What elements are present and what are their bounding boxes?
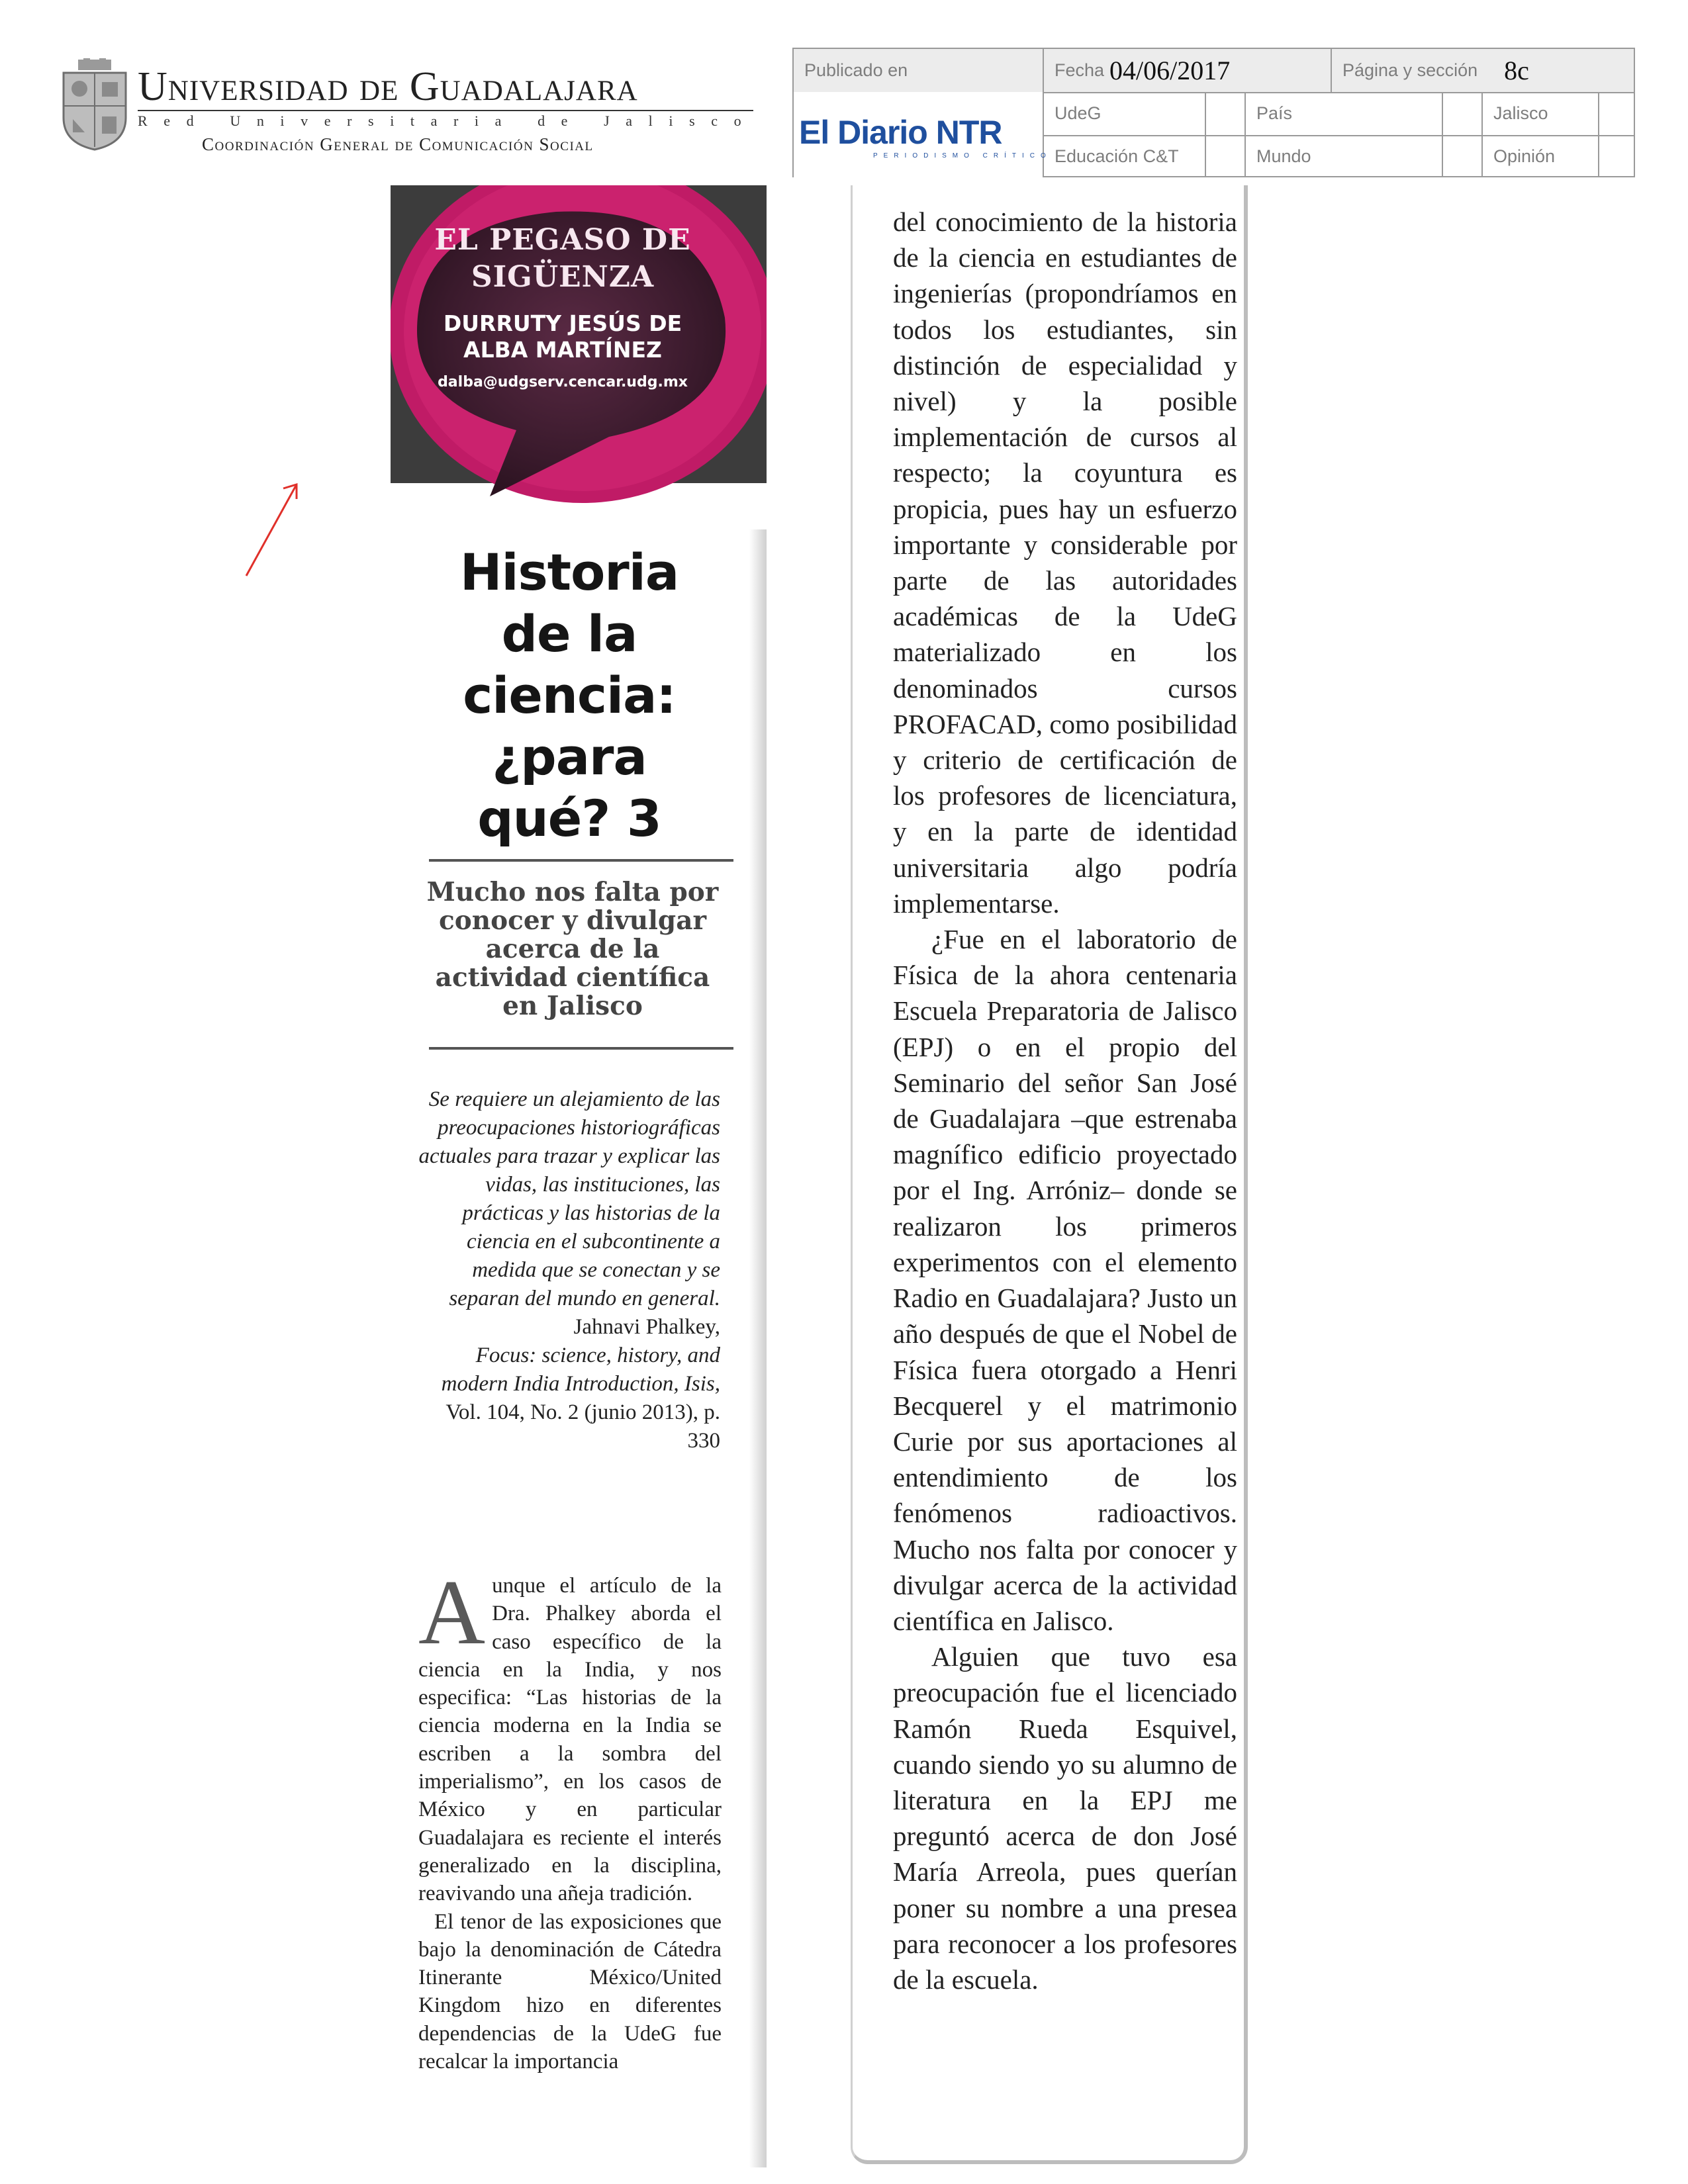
category-mundo: Mundo [1246, 135, 1443, 177]
epigraph-source-title: Focus: science, history, and modern India Introduction, [441, 1343, 720, 1396]
category-opinion: Opinión [1483, 135, 1599, 177]
article-column-1 [391, 185, 767, 2167]
date-label: Fecha [1055, 60, 1105, 80]
newspaper-logo-text: El Diario NTR [799, 114, 1002, 151]
university-network: Red Universitaria de Jalisco [138, 113, 758, 129]
epigraph-quote: Se requiere un alejamiento de las preocupaciones historiográficas actuales para trazar y explicar las vidas, las instituciones, las prácticas y las historias de la ciencia en el subcontinente a medida que se conectan y se separan del mundo en general. [418, 1087, 720, 1310]
article-column-2 [851, 185, 1274, 2177]
date-value: 04/06/2017 [1109, 56, 1231, 85]
category-jalisco: Jalisco [1483, 92, 1599, 135]
body-paragraph: ¿Fue en el laboratorio de Física de la ahora centenaria Escuela Preparatoria de Jalisco (EPJ) o en el propio del Seminario del señor San José de Guadalajara –que estrenaba magnífico edificio proyectado por el Ing. Arróniz– donde se realizaron los primeros experimentos con el elemento Radio en Guadalajara? Justo un año después de que el Nobel de Física fuera otorgado a Henri Becquerel y el matrimonio Curie por sus aportaciones al entendimiento de los fenómenos radioactivos. Mucho nos falta por conocer y divulgar acerca de la actividad científica en Jalisco. [893, 924, 1237, 1636]
epigraph-details: Vol. 104, No. 2 (junio 2013), p. 330 [445, 1400, 720, 1453]
published-in-label: Publicado en [794, 49, 1044, 92]
headline-rule [429, 859, 733, 862]
date-cell [1044, 49, 1332, 92]
publication-row-header [794, 49, 1634, 93]
article-body-col2 [893, 204, 1237, 1997]
category-udeg-checkbox [1206, 92, 1246, 135]
body-paragraph: El tenor de las exposiciones que bajo la denominación de Cátedra Itinerante México/United Kingdom hizo en diferentes dependencias de la UdeG fue recalcar la importancia [418, 1909, 722, 2074]
publication-info-table [792, 48, 1635, 177]
university-name: Universidad de Guadalajara [138, 64, 638, 109]
category-pais: País [1246, 92, 1443, 135]
page-section-value: 8c [1504, 56, 1529, 85]
epigraph-journal: Isis, [684, 1372, 720, 1396]
article-headline: Historia de la ciencia: ¿para qué? 3 [459, 543, 679, 848]
category-mundo-checkbox [1443, 135, 1483, 177]
university-seal-logo [58, 58, 131, 151]
newspaper-tagline: PERIODISMO CRÍTICO [873, 152, 1052, 159]
category-educacion: Educación C&T [1044, 135, 1206, 177]
body-paragraph: unque el artículo de la Dra. Phalkey aborda el caso específico de la ciencia en la India, y nos especifica: “Las historias de la ciencia moderna en la India se escriben a la sombra del imperialismo”, en los casos de México y en particular Guadalajara es reciente el interés generalizado en la disciplina, reavivando una añeja tradición. [418, 1574, 722, 1906]
article-body-col1 [418, 1561, 722, 2075]
article-subhead: Mucho nos falta por conocer y divulgar acerca de la actividad científica en Jalisco [426, 877, 719, 1021]
body-paragraph: Alguien que tuvo esa preocupación fue el licenciado Ramón Rueda Esquivel, cuando siendo yo su alumno de literatura en la EPJ me preguntó acerca de don José María Arreola, pues querían poner su nombre a una presea para reconocer a los profesores de la escuela. [893, 1641, 1237, 1995]
newspaper-logo [794, 92, 1052, 177]
category-jalisco-checkbox [1599, 92, 1635, 135]
category-udeg: UdeG [1044, 92, 1206, 135]
author-email: dalba@udgserv.cencar.udg.mx [438, 374, 688, 390]
category-pais-checkbox [1443, 92, 1483, 135]
page-section-cell [1332, 49, 1635, 92]
column-name: EL PEGASO DE SIGÜENZA [434, 223, 691, 294]
epigraph-author: Jahnavi Phalkey, [573, 1315, 720, 1339]
author-name: DURRUTY JESÚS DE ALBA MARTÍNEZ [443, 310, 682, 363]
drop-cap: A [418, 1561, 486, 1664]
body-paragraph: del conocimiento de la historia de la ciencia en estudiantes de ingenierías (propondríamos en todos los estudiantes, sin distinción de especialidad y nivel) y la posible implementación de cursos al respecto; la coyuntura es propicia, pues hay un esfuerzo importante y considerable por parte de las autoridades académicas de la UdeG materializado en los denominados cursos PROFACAD, como posibilidad y criterio de certificación de los profesores de licenciatura, y en la parte de identidad universitaria algo podría implementarse. [893, 206, 1237, 919]
header-divider [138, 110, 753, 111]
epigraph [417, 1085, 720, 1455]
category-educacion-checkbox [1206, 135, 1246, 177]
university-office: Coordinación General de Comunicación Social [202, 134, 594, 154]
page-section-label: Página y sección [1342, 60, 1478, 80]
category-opinion-checkbox [1599, 135, 1635, 177]
column-header [417, 222, 708, 394]
subhead-rule [429, 1047, 733, 1050]
red-arrow-annotation-icon [238, 477, 305, 582]
